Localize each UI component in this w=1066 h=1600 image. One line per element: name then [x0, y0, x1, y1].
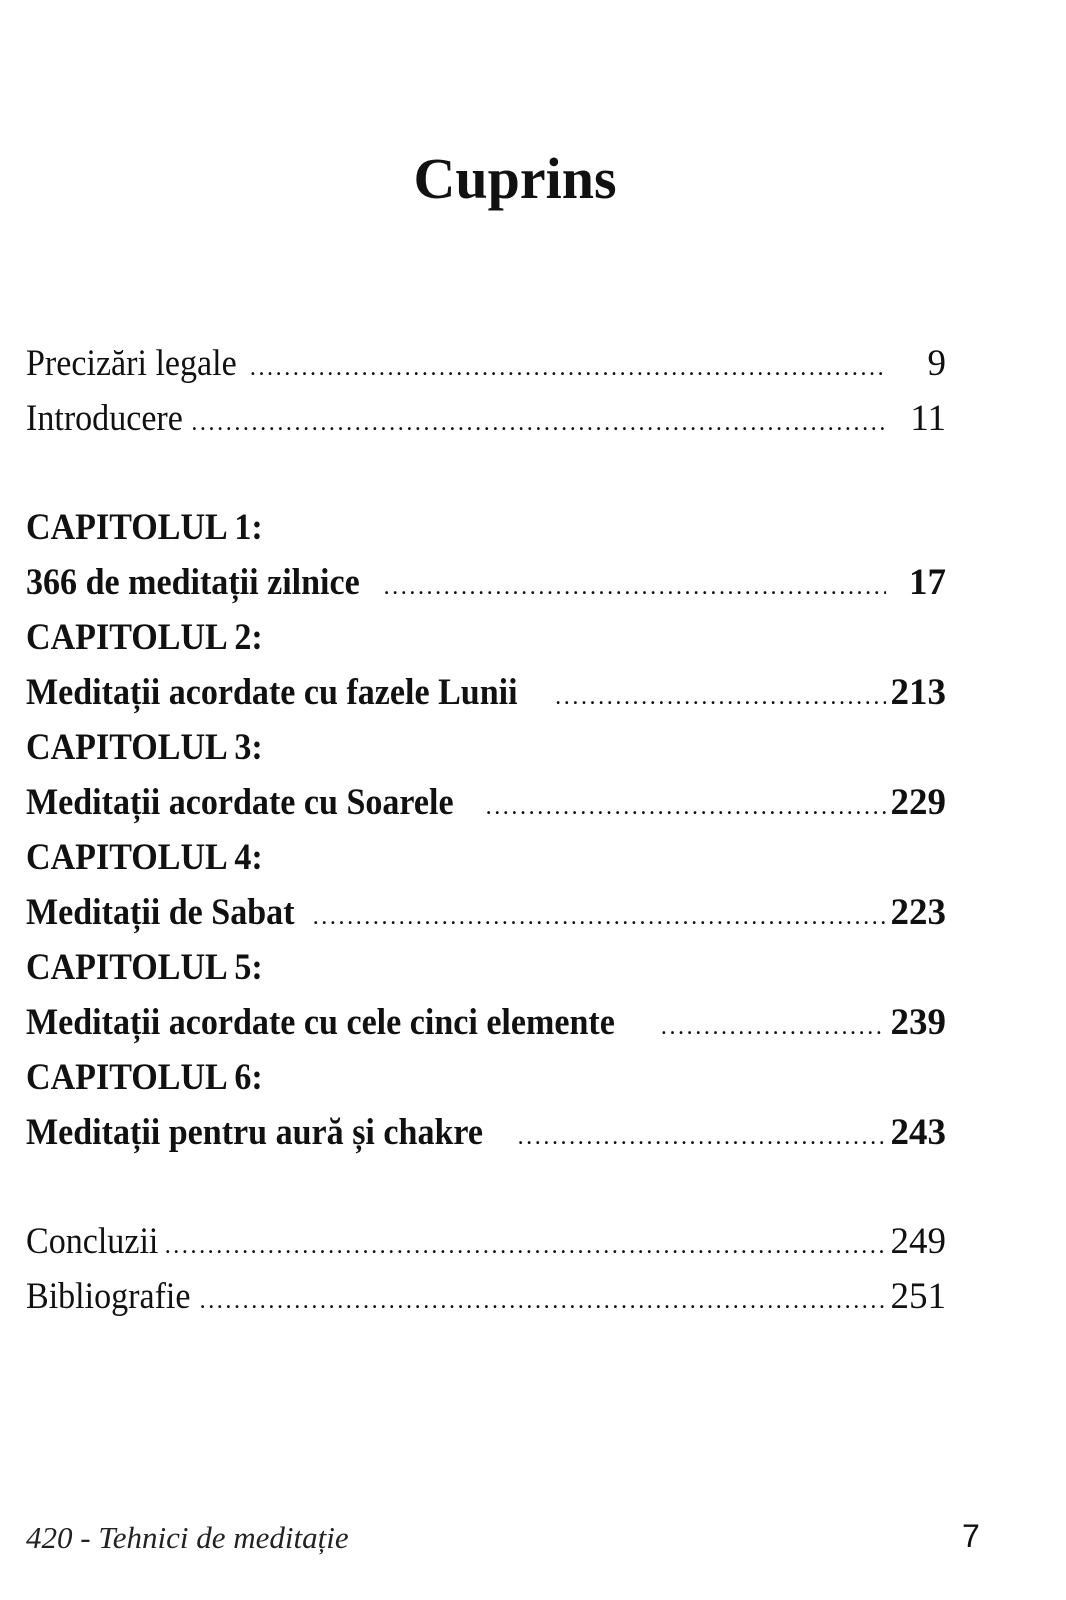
dot-leader [486, 780, 886, 830]
toc-entry-label: Meditații acordate cu Soarele [26, 782, 454, 823]
section-spacer [26, 446, 946, 500]
toc-entry-label: 366 de meditații zilnice [26, 562, 360, 603]
toc-entry-introducere[interactable] [26, 391, 946, 446]
chapter-heading [26, 720, 946, 775]
toc-entry-chapter-6[interactable] [26, 1105, 946, 1160]
dot-leader [200, 1274, 886, 1324]
chapter-heading [26, 830, 946, 885]
chapter-heading [26, 940, 946, 995]
chapter-heading [26, 610, 946, 665]
page-title: Cuprins [413, 145, 617, 211]
toc-entry-label: Precizări legale [26, 343, 237, 384]
toc-entry-chapter-1[interactable] [26, 555, 946, 610]
chapter-heading-label: CAPITOLUL 3: [26, 727, 263, 768]
dot-leader [250, 341, 886, 391]
toc-page-number: 243 [890, 1112, 946, 1153]
toc-entry-label: Meditații acordate cu fazele Lunii [26, 672, 518, 713]
toc-page-number: 17 [909, 562, 946, 603]
chapter-heading-label: CAPITOLUL 2: [26, 617, 263, 658]
toc-entry-label: Bibliografie [26, 1276, 191, 1317]
section-spacer [26, 1160, 946, 1214]
dot-leader [191, 396, 886, 446]
toc-entry-label: Introducere [26, 398, 183, 439]
chapter-heading-label: CAPITOLUL 1: [26, 507, 263, 548]
dot-leader [384, 560, 886, 610]
page-number: 7 [962, 1518, 980, 1554]
dot-leader [518, 1110, 886, 1160]
toc-page-number: 223 [890, 892, 946, 933]
toc-page-number: 239 [890, 1002, 946, 1043]
chapter-heading [26, 1050, 946, 1105]
toc-entry-label: Meditații de Sabat [26, 892, 295, 933]
table-of-contents [26, 336, 946, 1324]
toc-entry-concluzii[interactable] [26, 1214, 946, 1269]
dot-leader [165, 1219, 886, 1269]
toc-entry-label: Meditații acordate cu cele cinci elemente [26, 1002, 615, 1043]
toc-entry-chapter-4[interactable] [26, 885, 946, 940]
toc-page-number: 251 [890, 1276, 946, 1317]
toc-page-number: 249 [890, 1221, 946, 1262]
dot-leader [661, 1000, 886, 1050]
chapter-heading-label: CAPITOLUL 5: [26, 947, 263, 988]
dot-leader [555, 670, 886, 720]
toc-entry-chapter-2[interactable] [26, 665, 946, 720]
running-footer-book-title: 420 - Tehnici de meditație [26, 1520, 349, 1555]
toc-entry-chapter-3[interactable] [26, 775, 946, 830]
chapter-heading-label: CAPITOLUL 4: [26, 837, 263, 878]
toc-entry-precizari-legale[interactable] [26, 336, 946, 391]
toc-entry-label: Meditații pentru aură și chakre [26, 1112, 484, 1153]
toc-page-number: 9 [927, 343, 946, 384]
toc-page-number: 213 [890, 672, 946, 713]
toc-entry-bibliografie[interactable] [26, 1269, 946, 1324]
toc-page-number: 229 [890, 782, 946, 823]
toc-page-number: 11 [910, 398, 946, 439]
toc-entry-label: Concluzii [26, 1221, 159, 1262]
toc-entry-chapter-5[interactable] [26, 995, 946, 1050]
chapter-heading-label: CAPITOLUL 6: [26, 1057, 263, 1098]
chapter-heading [26, 500, 946, 555]
dot-leader [313, 890, 886, 940]
